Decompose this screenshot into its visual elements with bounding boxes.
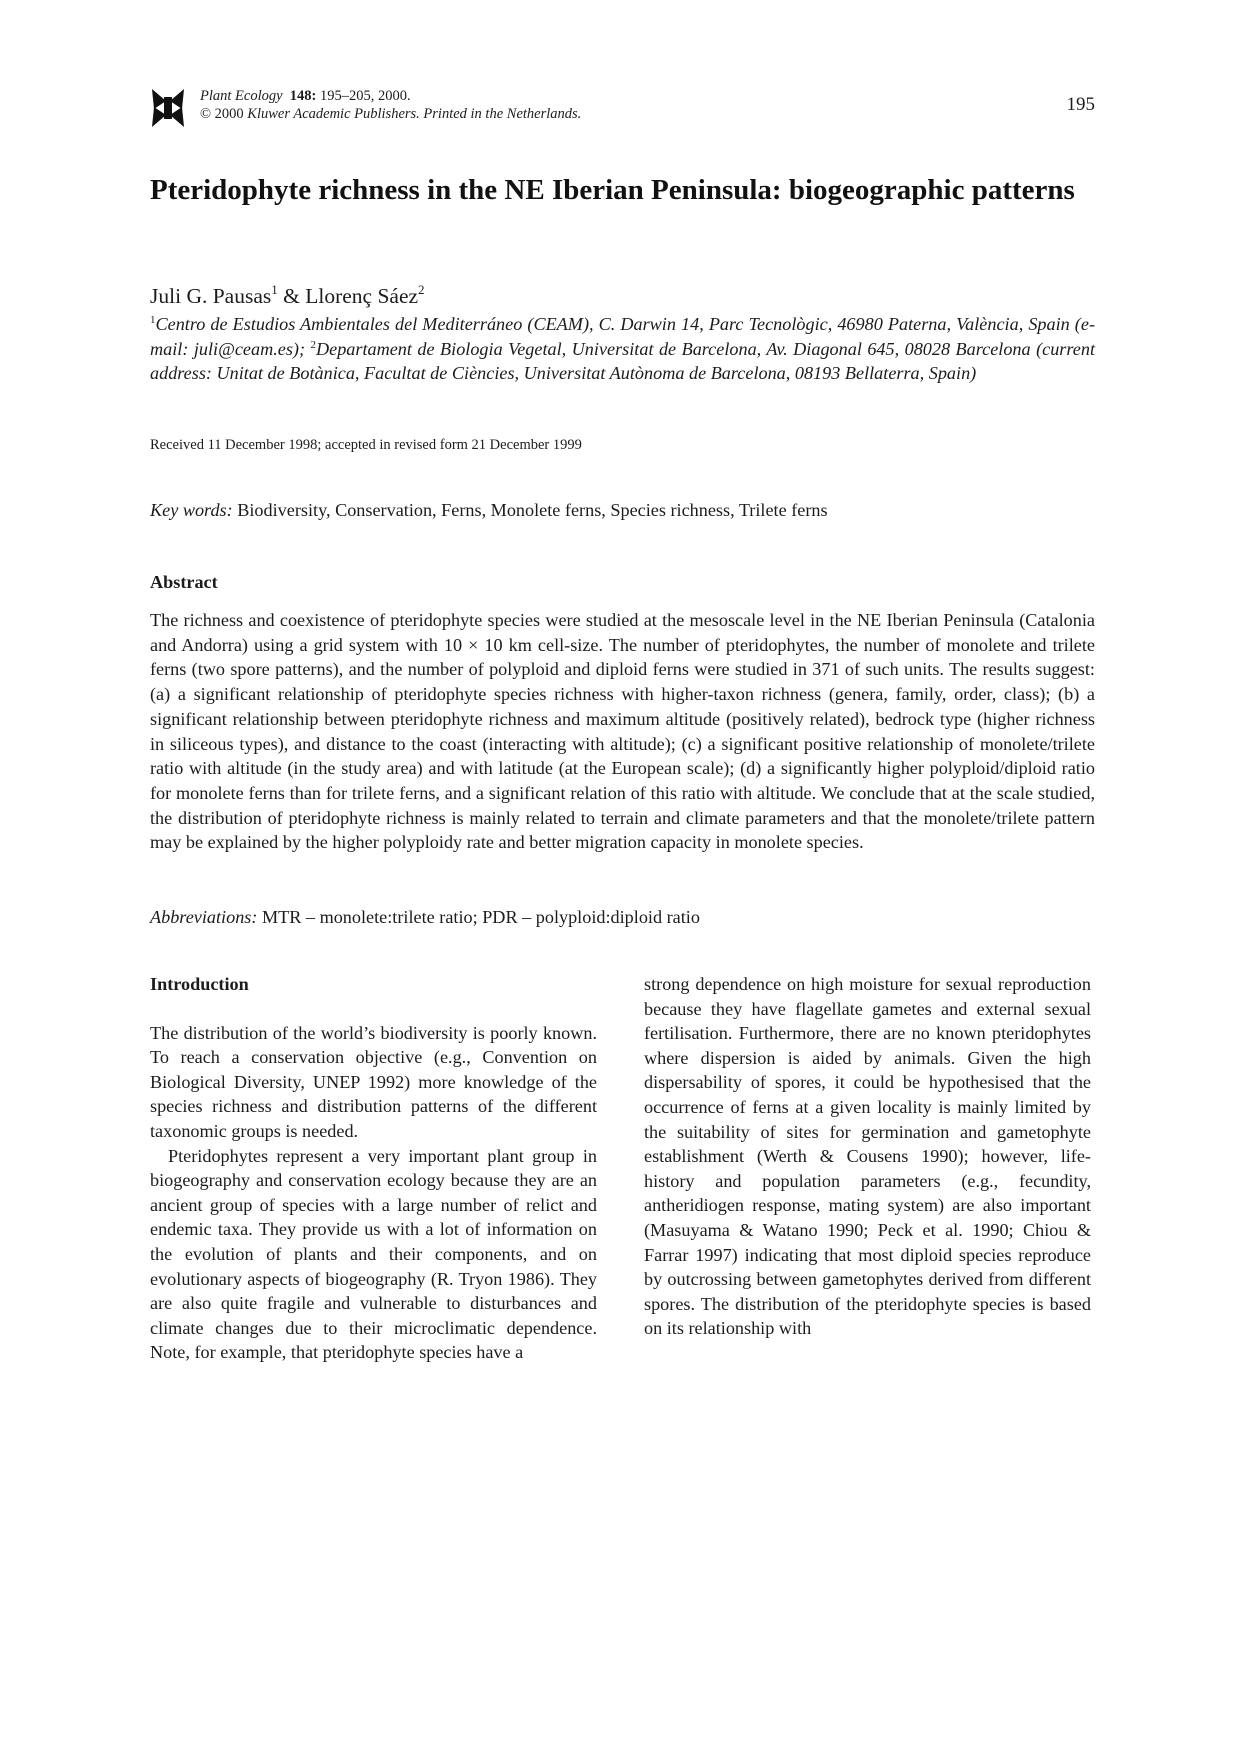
introduction-heading: Introduction [150,974,249,994]
abstract-text: The richness and coexistence of pteridophyte species were studied at the mesoscale level in the NE Iberian Peninsula (Catalonia and Andorra) using a grid system with 10 × 10 km cell-size. The number of pteridophytes, the number of monolete and trilete ferns (two spore patterns), and the number of polyploid and diploid ferns were studied in 371 of such units. The results suggest: (a) a significant relationship of pteridophyte species richness with higher-taxon richness (genera, family, order, class); (b) a significant relationship between pteridophyte richness and maximum altitude (positively related), bedrock type (higher richness in siliceous types), and distance to the coast (interacting with altitude); (c) a significant positive relationship of monolete/trilete ratio with altitude (in the study area) and with latitude (at the European scale); (d) a significantly higher polyploid/diploid ratio for monolete ferns than for trilete ferns, and a significant relation of this ratio with altitude. We conclude that at the scale studied, the distribution of pteridophyte richness is mainly related to terrain and climate parameters and that the monolete/trilete pattern may be explained by the higher polyploidy rate and better migration capacity in monolete species. [150,610,1095,853]
introduction-paragraph: strong dependence on high moisture for sexual reproduction because they have flagellate gametes and external sexual fertilisation. Furthermore, there are no known pteridophytes where dispersion is aided by animals. Given the high dispersability of spores, it could be hypothesised that the occurrence of ferns at a given locality is mainly limited by the suitability of sites for germination and gametophyte establishment (Werth & Cousens 1990); however, life-history and population parameters (e.g., fecundity, antheridiogen response, mating system) are also important (Masuyama & Watano 1990; Peck et al. 1990; Chiou & Farrar 1997) indicating that most diploid species reproduce by outcrossing between gametophytes derived from different spores. The distribution of the pteridophyte species is based on its relationship with [644,974,1091,1339]
affiliation-text: Centro de Estudios Ambientales del Mediterráneo (CEAM), C. Darwin 14, Parc Tecnològic, 46980 Paterna, València, Spain (e-mail: juli@ceam.es); [150,314,1095,359]
paper-title: Pteridophyte richness in the NE Iberian Peninsula: biogeographic patterns [150,174,1075,206]
abbreviations-text: MTR – monolete:trilete ratio; PDR – polyploid:diploid ratio [257,907,700,927]
keywords-label: Key words: [150,500,233,520]
author-joiner: & [277,284,306,308]
publisher-logo-icon [150,87,186,129]
page-number: 195 [1066,94,1095,115]
author-name: Llorenç Sáez [305,284,419,308]
author-affiliation-mark: 1 [271,282,278,297]
publisher-text: Kluwer Academic Publishers. Printed in the Netherlands. [247,106,582,122]
abbreviations-line [150,907,700,928]
abstract-heading: Abstract [150,572,218,592]
journal-citation [200,87,581,123]
right-column [644,972,1091,1341]
author-line [150,284,425,308]
author-affiliation-mark: 2 [418,282,425,297]
affiliation-mark: 2 [310,338,316,351]
journal-header [150,86,1095,130]
keywords-line [150,500,828,521]
abbreviations-label: Abbreviations: [150,907,258,927]
left-column [150,972,597,1365]
journal-name: Plant Ecology [200,88,283,104]
received-dates: Received 11 December 1998; accepted in revised form 21 December 1999 [150,437,582,453]
affiliations [150,312,1095,386]
copyright-prefix: © 2000 [200,106,248,122]
introduction-paragraph: The distribution of the world’s biodiversity is poorly known. To reach a conservation objective (e.g., Convention on Biological Diversity, UNEP 1992) more knowledge of the species richness and distribution patterns of the different taxonomic groups is needed. [150,1022,597,1141]
keywords-text: Biodiversity, Conservation, Ferns, Monolete ferns, Species richness, Trilete ferns [232,500,828,520]
journal-pages-year: 195–205, 2000. [316,88,411,104]
author-name: Juli G. Pausas [150,284,272,308]
journal-volume: 148: [289,88,317,104]
affiliation-mark: 1 [150,314,156,326]
affiliation-text: Departament de Biologia Vegetal, Universitat de Barcelona, Av. Diagonal 645, 08028 Barcelona (current address: Unitat de Botànica, Facultat de Ciències, Universitat Autònoma de Barcelona, 08193 Bellaterra, Spain) [150,338,1096,384]
introduction-paragraph: Pteridophytes represent a very important plant group in biogeography and conservation ecology because they are an ancient group of species with a large number of relict and endemic taxa. They provide us with a lot of information on the evolution of plants and their components, and on evolutionary aspects of biogeography (R. Tryon 1986). They are also quite fragile and vulnerable to disturbances and climate changes due to their microclimatic dependence. Note, for example, that pteridophyte species have a [150,1145,597,1363]
